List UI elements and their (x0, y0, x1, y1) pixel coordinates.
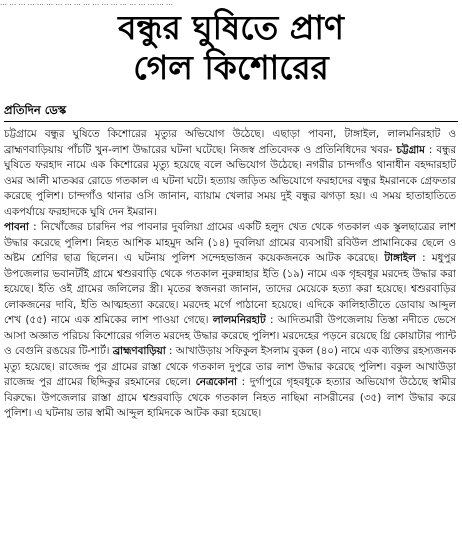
text-segment: : দুর্গাপুরে গৃহবধূকে হত্যার অভিযোগ উঠেছে স্বামীর বিরুদ্ধে। উপজেলার রাস্তা গ্রামে শ্বশুরবাড়ি থেকে গতকাল নিহত নাছিমা নাসরীনের (৩৫) লাশ উদ্ধার করে পুলিশ। এ ঘটনায় তার স্বামী আব্দুল হামিদকে আটক করা হয়েছে। (4, 376, 456, 419)
text-segment: চট্টগ্রামে বন্ধুর ঘুষিতে কিশোরের মৃত্যুর অভিযোগ উঠেছে। এছাড়া পাবনা, টাঙ্গাইল, লালমনিরহাট ও ব্রাহ্মণবাড়িয়ায় পাঁচটি খুন-লাশ উদ্ধারের ঘটনা ঘটেছে। নিজস্ব প্রতিবেদক ও প্রতিনিধিদের খবর- (4, 128, 456, 156)
text-segment: : নিখোঁজের চারদিন পর পাবনার দুবলিয়া গ্রামের একটি হলুদ খেত থেকে গতকাল এক স্কুলছাত্রের লাশ উদ্ধার করেছে পুলিশ। নিহত আশিক মাহমুদ অনি (১৪) দুবলিয়া গ্রামের ব্যবসায়ী রবিউল প্রামানিকের ছেলে ও অষ্টম শ্রেণির ছাত্র ছিলেন। এ ঘটনায় পুলিশ সন্দেহভাজন কয়েকজনকে আটক করেছে। (4, 221, 456, 264)
top-strip-cut-text: … … … … … … … … … … … … … … … … … … … (0, 0, 174, 7)
headline-line-1: বন্ধুর ঘুষিতে প্রাণ (118, 8, 344, 47)
headline-line-2: গেল কিশোরের (133, 48, 329, 87)
place-label-tangail: টাঙ্গাইল (384, 252, 416, 264)
paragraph-2 (4, 220, 456, 422)
text-segment: : বন্ধুর ঘুষিতে ফরহাদ নামে এক কিশোরের মৃত্যু হয়েছে বলে অভিযোগ উঠেছে। নগরীর চান্দগাঁও থানাধীন বহদ্দারহাট ওমর আলী মাতব্বর রোডে গতকাল এ ঘটনা ঘটে। হত্যায় জড়িত অভিযোগে ফরহাদের বন্ধুর ইমরানকে গ্রেফতার করেছে পুলিশ। চান্দগাঁও থানার ওসি জানান, ব্যায়াম খেলার সময় দুই বন্ধুর ঝগড়া হয়। এ সময় হাতাহাতিতে একপর্যায়ে ফরহাদকে ঘুষি দেন ইমরান। (4, 143, 456, 218)
text-segment: : মধুপুর উপজেলার ভবানটাঁই গ্রামে শ্বশুরবাড়ি থেকে গতকাল নুরুন্নাহার ইতি (১৯) নামে এক গৃহবধূর মরদেহ উদ্ধার করা হয়েছে। ইতি ওই গ্রামের জলিলের স্ত্রী। মৃতের স্বজনরা জানান, তাদের মেয়েকে হত্যা করা হয়েছে। শ্বশুরবাড়ির লোকজনের দাবি, ইতি আত্মহত্যা করেছে। মরদেহ মর্গে পাঠানো হয়েছে। এদিকে কালিহাতীতে ডোবায় আব্দুল শেখ (৫৫) নামে এক শ্রমিকের লাশ পাওয়া গেছে। (4, 252, 456, 326)
headline (0, 8, 462, 88)
place-label-netrokona: নেত্রকোনা (195, 376, 237, 388)
text-segment: : আদিতমারী উপজেলায় তিস্তা নদীতে ভেসে আসা অজ্ঞাত পরিচয় কিশোরের গলিত মরদেহ উদ্ধার করেছে পুলিশ। মরদেহের পড়নে রয়েছে থ্রি কোয়াটার প্যান্ট ও বেগুনি রঙয়ের টি-শার্ট। (4, 314, 456, 357)
place-label-brahmanbaria: ব্রাহ্মণবাড়িয়া (112, 345, 166, 357)
place-label-chattogram: চট্টগ্রাম (396, 143, 425, 156)
article-body (4, 127, 456, 543)
paragraph-1 (4, 127, 456, 220)
place-label-pabna: পাবনা (4, 221, 29, 233)
byline-divider (4, 121, 458, 122)
text-segment: : আখাউড়ায় সফিকুল ইসলাম বুকল (৪০) নামে এক ব্যক্তির রহস্যজনক মৃত্যু হয়েছে। রাজেন্দ্র পুর গ্রামের রাস্তা থেকে গতকাল দুপুরে তার লাশ উদ্ধার করেছে পুলিশ। বকুল আখাউড়া রাজেন্দ্র পুর গ্রামের ছিদ্দিকুর রহমানের ছেলে। (4, 345, 456, 388)
place-label-lalmonirhat: লালমনিরহাট (212, 314, 266, 326)
byline: প্রতিদিন ডেস্ক (4, 103, 67, 117)
